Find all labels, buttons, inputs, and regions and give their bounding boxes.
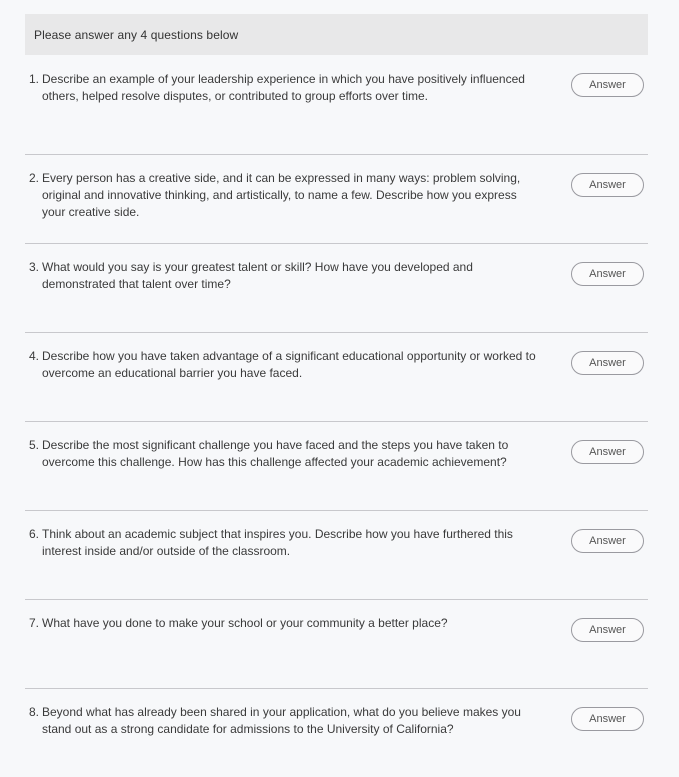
question-text [29, 526, 541, 560]
question-number: 6. [29, 527, 40, 541]
question-text [29, 348, 541, 382]
question-text [29, 170, 541, 221]
answer-button-2[interactable]: Answer [571, 173, 644, 197]
question-number: 7. [29, 616, 40, 630]
question-number: 3. [29, 260, 40, 274]
question-number: 8. [29, 705, 40, 719]
answer-button-1[interactable]: Answer [571, 73, 644, 97]
question-prompt: Describe how you have taken advantage of a significant educational opportunity or worked to overcome an educational barrier you have faced. [42, 349, 536, 380]
question-item-2 [25, 154, 648, 243]
instruction-text: Please answer any 4 questions below [34, 27, 239, 42]
question-prompt: Every person has a creative side, and it can be expressed in many ways: problem solving, original and innovative thinking, and artistically, to name a few. Describe how you express your creative side. [42, 171, 521, 219]
question-item-6 [25, 510, 648, 599]
instruction-header [25, 14, 648, 55]
question-number: 2. [29, 171, 40, 185]
question-item-1 [25, 55, 648, 154]
question-list [25, 55, 648, 777]
question-text [29, 704, 541, 738]
question-item-5 [25, 421, 648, 510]
question-text [29, 437, 541, 471]
question-item-4 [25, 332, 648, 421]
question-prompt: Describe an example of your leadership experience in which you have positively influenced others, helped resolve disputes, or contributed to group efforts over time. [42, 72, 525, 103]
question-prompt: Describe the most significant challenge you have faced and the steps you have taken to overcome this challenge. How has this challenge affected your academic achievement? [42, 438, 509, 469]
question-item-3 [25, 243, 648, 332]
question-number: 4. [29, 349, 40, 363]
answer-button-8[interactable]: Answer [571, 707, 644, 731]
question-prompt: What would you say is your greatest talent or skill? How have you developed and demonstrated that talent over time? [42, 260, 473, 291]
answer-button-4[interactable]: Answer [571, 351, 644, 375]
answer-button-5[interactable]: Answer [571, 440, 644, 464]
answer-button-6[interactable]: Answer [571, 529, 644, 553]
question-number: 5. [29, 438, 40, 452]
answer-button-7[interactable]: Answer [571, 618, 644, 642]
question-prompt: Beyond what has already been shared in your application, what do you believe makes you stand out as a strong candidate for admissions to the University of California? [42, 705, 521, 736]
answer-button-3[interactable]: Answer [571, 262, 644, 286]
question-text [29, 71, 541, 105]
question-item-7 [25, 599, 648, 688]
question-text [29, 615, 541, 632]
question-prompt: Think about an academic subject that inspires you. Describe how you have furthered this interest inside and/or outside of the classroom. [42, 527, 513, 558]
question-prompt: What have you done to make your school or your community a better place? [42, 616, 448, 630]
question-text [29, 259, 541, 293]
question-number: 1. [29, 72, 40, 86]
questions-panel [25, 14, 648, 777]
question-item-8 [25, 688, 648, 777]
